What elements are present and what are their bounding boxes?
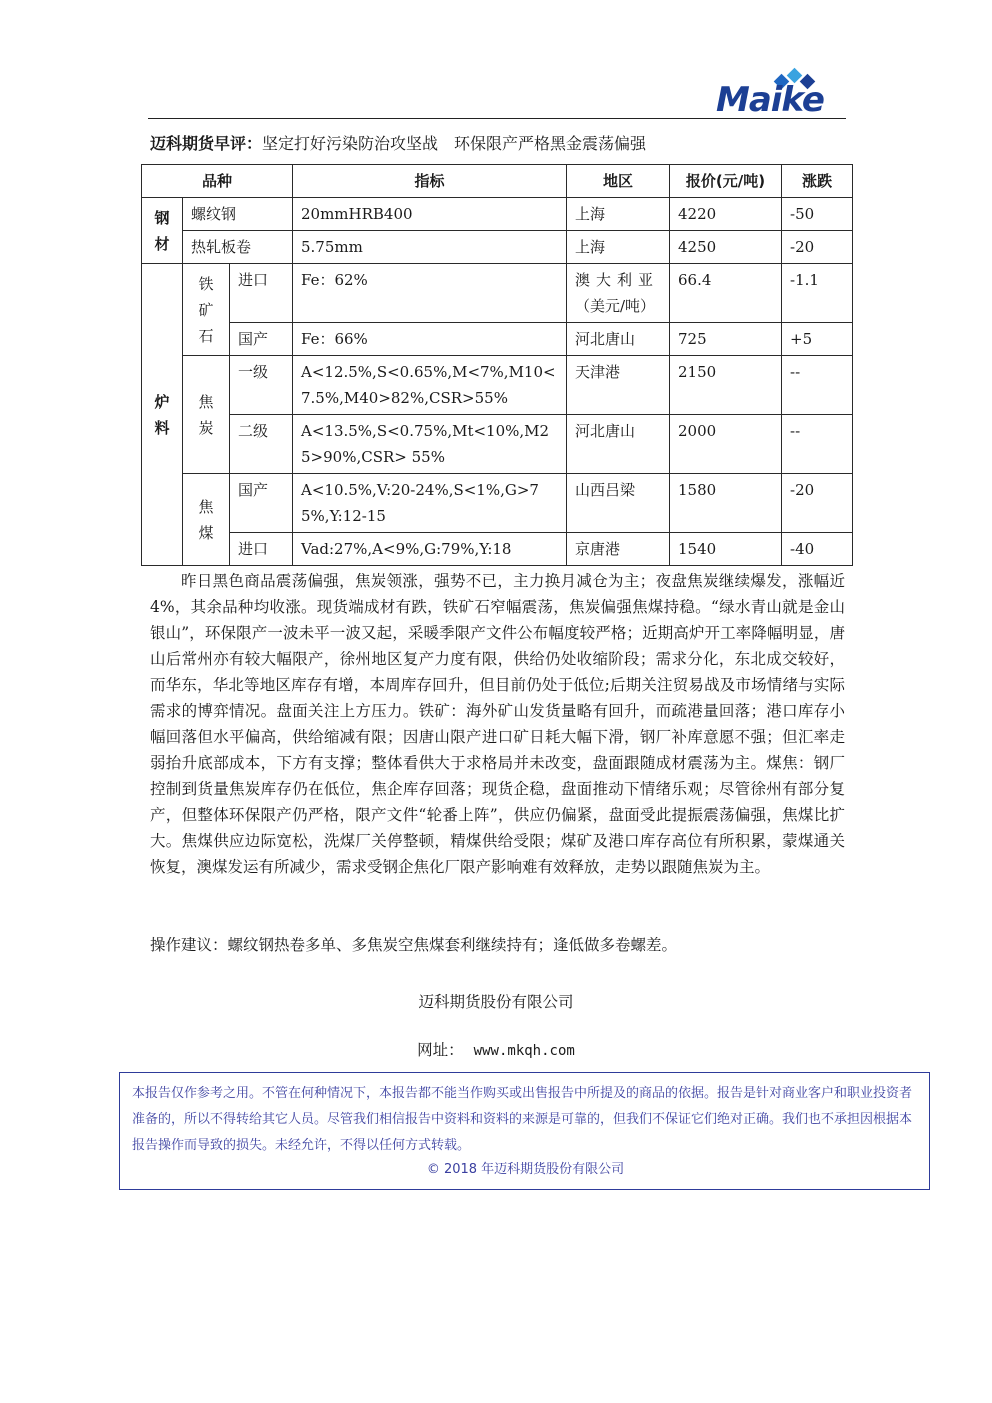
price-cell: 1580 [670,474,782,533]
region-cell: 京唐港 [567,533,670,566]
table-row [142,323,853,356]
region-cell: 河北唐山 [567,415,670,474]
type-cell: 进口 [230,264,293,323]
region-cell: 上海 [567,231,670,264]
header-spec: 指标 [293,165,567,198]
table-row [142,533,853,566]
website-label: 网址： [417,1041,464,1059]
spec-cell: A<13.5%,S<0.75%,Mt<10%,M25>90%,CSR> 55% [293,415,567,474]
header-variety: 品种 [142,165,293,198]
price-cell: 725 [670,323,782,356]
report-title [150,131,646,154]
disclaimer-text: 本报告仅作参考之用。不管在何种情况下，本报告都不能当作购买或出售报告中所提及的商品的依据。报告是针对商业客户和职业投资者准备的，所以不得转给其它人员。尽管我们相信报告中资料和资料的来源是可靠的，但我们不保证它们绝对正确。我们也不承担因根据本报告操作而导致的损失。未经允许，不得以任何方式转载。 [132,1086,913,1153]
price-cell: 2150 [670,356,782,415]
header-region: 地区 [567,165,670,198]
table-row [142,231,853,264]
subcategory-iron-ore-label: 铁矿石 [198,274,214,345]
copyright-notice: © 2018 年迈科期货股份有限公司 [426,1162,625,1177]
subcategory-coking-coal-label: 焦煤 [198,497,214,542]
region-cell: 上海 [567,198,670,231]
region-unit: （美元/吨） [575,297,656,315]
price-cell: 1540 [670,533,782,566]
region-cell: 河北唐山 [567,323,670,356]
region-cell [567,264,670,323]
spec-cell: A<10.5%,V:20-24%,S<1%,G>75%,Y:12-15 [293,474,567,533]
category-steel-label: 钢材 [154,208,170,253]
subcategory-coke [183,356,230,474]
table-row [142,356,853,415]
price-cell: 66.4 [670,264,782,323]
spec-cell: 20mmHRB400 [293,198,567,231]
header-rule [148,118,846,119]
report-title-text: 坚定打好污染防治攻坚战 环保限产严格黑金震荡偏强 [262,134,647,153]
change-cell: -40 [782,533,853,566]
table-header-row [142,165,853,198]
website-line [0,1038,992,1060]
table-row [142,415,853,474]
region-line: 澳大利亚 [575,271,660,289]
table-row [142,198,853,231]
change-cell: -20 [782,231,853,264]
trading-advice: 操作建议：螺纹钢热卷多单、多焦炭空焦煤套利继续持有；逢低做多卷螺差。 [150,936,678,954]
commentary-paragraph: 昨日黑色商品震荡偏强，焦炭领涨，强势不已，主力换月减仓为主；夜盘焦炭继续爆发，涨幅近4%，其余品种均收涨。现货端成材有跌，铁矿石窄幅震荡，焦炭偏强焦煤持稳。“绿水青山就是金山银山”，环保限产一波未平一波又起，采暖季限产文件公布幅度较严格；近期高炉开工率降幅明显，唐山后常州亦有较大幅限产，徐州地区复产力度有限，供给仍处收缩阶段；需求分化，东北成交较好，而华东，华北等地区库存有增，本周库存回升，但目前仍处于低位;后期关注贸易战及市场情绪与实际需求的博弈情况。盘面关注上方压力。铁矿：海外矿山发货量略有回升，而疏港量回落；港口库存小幅回落但水平偏高，供给缩减有限；因唐山限产进口矿日耗大幅下滑，钢厂补库意愿不强；但汇率走弱抬升底部成本，下方有支撑；整体看供大于求格局并未改变，盘面跟随成材震荡为主。煤焦：钢厂控制到货量焦炭库存仍在低位，焦企库存回落；现货企稳，盘面推动下情绪乐观；尽管徐州有部分复产，但整体环保限产仍严格，限产文件“轮番上阵”，供应仍偏紧，盘面受此提振震荡偏强，焦煤比扩大。焦煤供应边际宽松，洗煤厂关停整顿，精煤供给受限；煤矿及港口库存高位有所积累，蒙煤通关恢复，澳煤发运有所减少，需求受钢企焦化厂限产影响难有效释放，走势以跟随焦炭为主。 [150,572,845,876]
spec-cell: 5.75mm [293,231,567,264]
category-steel [142,198,183,264]
change-cell: -50 [782,198,853,231]
spec-cell: Vad:27%,A<9%,G:79%,Y:18 [293,533,567,566]
spec-cell: A<12.5%,S<0.65%,M<7%,M10<7.5%,M40>82%,CSR>55% [293,356,567,415]
type-cell: 一级 [230,356,293,415]
subcategory-coke-label: 焦炭 [198,392,214,437]
spec-cell: Fe：66% [293,323,567,356]
subcategory-iron-ore [183,264,230,356]
variety-cell: 热轧板卷 [183,231,293,264]
report-title-prefix: 迈科期货早评： [150,134,263,153]
company-name: 迈科期货股份有限公司 [418,993,574,1011]
change-cell: -20 [782,474,853,533]
category-furnace [142,264,183,566]
category-furnace-label: 炉料 [154,392,170,437]
type-cell: 进口 [230,533,293,566]
price-cell: 4250 [670,231,782,264]
market-commentary [150,568,845,880]
type-cell: 二级 [230,415,293,474]
header-change: 涨跌 [782,165,853,198]
table-row [142,264,853,323]
maike-logo [716,70,846,118]
variety-cell: 螺纹钢 [183,198,293,231]
subcategory-coking-coal [183,474,230,566]
logo-wordmark: Maike [716,80,824,120]
type-cell: 国产 [230,323,293,356]
price-cell: 2000 [670,415,782,474]
spec-cell: Fe：62% [293,264,567,323]
region-cell: 天津港 [567,356,670,415]
change-cell: +5 [782,323,853,356]
change-cell: -- [782,356,853,415]
change-cell: -- [782,415,853,474]
type-cell: 国产 [230,474,293,533]
website-url[interactable]: www.mkqh.com [473,1043,575,1059]
header-price: 报价(元/吨) [670,165,782,198]
change-cell: -1.1 [782,264,853,323]
disclaimer-box [119,1072,930,1190]
region-cell: 山西吕梁 [567,474,670,533]
price-cell: 4220 [670,198,782,231]
price-table [141,164,853,566]
table-row [142,474,853,533]
